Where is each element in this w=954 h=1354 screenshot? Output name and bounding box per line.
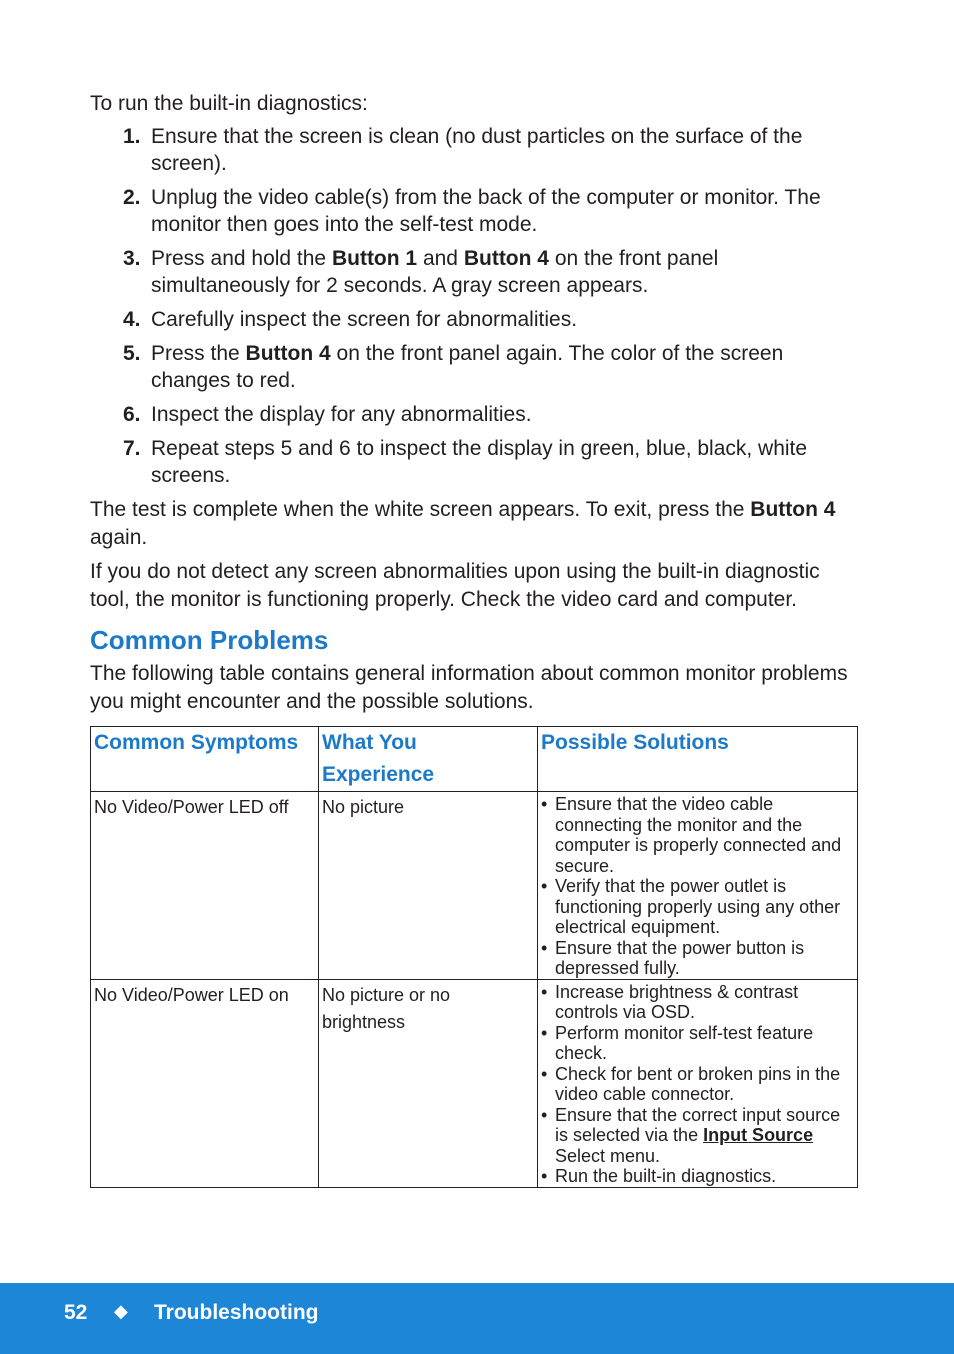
- no-abnormality-text: If you do not detect any screen abnormalities upon using the built-in diagnostic tool, the monitor is functioning properly. Check the video card and computer.: [90, 560, 820, 611]
- section-intro: The following table contains general information about common monitor problems you might encounter and the possible solutions.: [90, 662, 848, 713]
- button-1-label: Button 1: [331, 247, 418, 270]
- step-number: 4.: [123, 308, 141, 331]
- input-source-link[interactable]: Input Source: [703, 1125, 814, 1145]
- list-item: • Ensure that the power button is depressed fully.: [541, 937, 805, 978]
- list-item: • Ensure that the correct input source is selected via the Input Source Select menu.: [541, 1104, 841, 1166]
- bullet-icon: •: [541, 1104, 548, 1125]
- solutions-cell: [538, 792, 858, 980]
- header-common-symptoms: Common Symptoms: [91, 727, 319, 792]
- section-title: Common Problems: [90, 625, 329, 655]
- step-text: on the front panel simultaneously for 2 seconds. A gray screen appears.: [151, 247, 719, 297]
- step-item: [90, 435, 860, 489]
- list-item: • Perform monitor self-test feature check.: [541, 1022, 814, 1063]
- list-item: • Ensure that the video cable connecting the monitor and the computer is properly connected and secure.: [541, 794, 842, 876]
- step-text: on the front panel again. The color of the screen changes to red.: [151, 342, 784, 392]
- solutions-list: [541, 982, 854, 1187]
- step-text: Inspect the display for any abnormalities.: [151, 403, 532, 426]
- step-item: [90, 340, 860, 394]
- button-4-label: Button 4: [463, 247, 549, 270]
- complete-text: The test is complete when the white screen appears. To exit, press the Button 4 again.: [90, 498, 836, 549]
- table-row: [91, 792, 858, 980]
- bullet-icon: •: [541, 981, 548, 1002]
- step-number: 3.: [123, 247, 141, 270]
- footer-section-title: Troubleshooting: [154, 1301, 319, 1324]
- intro-text: To run the built-in diagnostics:: [90, 92, 368, 115]
- bullet-icon: •: [541, 937, 548, 958]
- table-header-row: [91, 727, 858, 792]
- list-item: • Increase brightness & contrast controls via OSD.: [541, 981, 799, 1022]
- step-item: [90, 306, 860, 333]
- step-text: Ensure that the screen is clean (no dust particles on the surface of the screen).: [151, 125, 803, 175]
- symptom-cell: No Video/Power LED on: [91, 979, 319, 1187]
- diamond-icon: ◆: [114, 1301, 128, 1321]
- page-number: 52: [64, 1301, 88, 1324]
- step-item: [90, 245, 860, 299]
- step-item: [90, 123, 860, 177]
- symptom-cell: No Video/Power LED off: [91, 792, 319, 980]
- list-item: • Check for bent or broken pins in the video cable connector.: [541, 1063, 841, 1104]
- page-footer: [0, 1283, 954, 1354]
- step-text: Press and hold the: [151, 247, 332, 270]
- step-text: Carefully inspect the screen for abnormalities.: [151, 308, 578, 331]
- step-number: 2.: [123, 186, 141, 209]
- diagnostics-steps: [90, 123, 860, 489]
- page-content: [90, 90, 860, 1188]
- button-4-label: Button 4: [245, 342, 331, 365]
- experience-cell: No picture: [319, 792, 538, 980]
- bullet-icon: •: [541, 1166, 548, 1186]
- step-number: 5.: [123, 342, 141, 365]
- header-what-you-experience: What You Experience: [319, 727, 538, 792]
- button-4-label: Button 4: [750, 498, 836, 521]
- common-problems-table: [90, 726, 858, 1188]
- list-item: • Run the built-in diagnostics.: [541, 1166, 777, 1186]
- step-number: 1.: [123, 125, 141, 148]
- step-item: [90, 184, 860, 238]
- step-number: 7.: [123, 437, 141, 460]
- bullet-icon: •: [541, 1063, 548, 1084]
- step-item: [90, 401, 860, 428]
- table-row: [91, 979, 858, 1187]
- step-text: and: [417, 247, 464, 270]
- step-text: Press the: [151, 342, 246, 365]
- header-possible-solutions: Possible Solutions: [538, 727, 858, 792]
- bullet-icon: •: [541, 794, 548, 814]
- step-text: Repeat steps 5 and 6 to inspect the display in green, blue, black, white screens.: [151, 437, 808, 487]
- step-number: 6.: [123, 403, 141, 426]
- bullet-icon: •: [541, 1022, 548, 1043]
- solutions-list: [541, 794, 854, 979]
- bullet-icon: •: [541, 876, 548, 896]
- step-text: Unplug the video cable(s) from the back of the computer or monitor. The monitor then goes into the self-test mode.: [151, 186, 821, 236]
- list-item: • Verify that the power outlet is functioning properly using any other electrical equipment.: [541, 876, 841, 937]
- solutions-cell: [538, 979, 858, 1187]
- experience-cell: No picture or no brightness: [319, 979, 538, 1187]
